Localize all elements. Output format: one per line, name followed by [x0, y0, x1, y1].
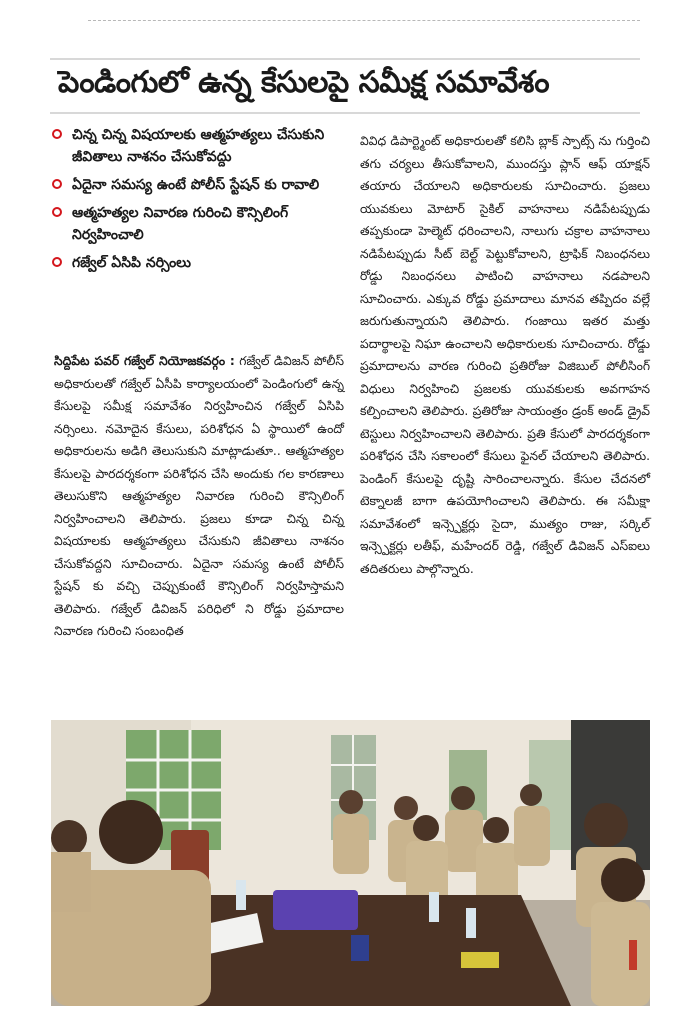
article-column-right	[360, 130, 650, 580]
top-divider	[88, 20, 640, 21]
dateline: సిద్దిపేట పవర్ గజ్వేల్ నియోజకవర్గం :	[54, 354, 235, 368]
highlights-list	[52, 124, 342, 280]
highlight-text: ఆత్మహత్యల నివారణ గురించి కౌన్సిలింగ్ నిర్వహించాలి	[72, 205, 289, 243]
bullet-ring-icon	[52, 207, 62, 217]
highlight-text: ఏదైనా సమస్య ఉంటే పోలీస్ స్టేషన్ కు రావాలి	[72, 177, 320, 193]
headline: పెండింగులో ఉన్న కేసులపై సమీక్ష సమావేశం	[58, 65, 550, 100]
bullet-ring-icon	[52, 179, 62, 189]
bullet-ring-icon	[52, 257, 62, 267]
body-text-left: గజ్వేల్ డివిజన్ పోలీస్ అధికారులతో గజ్వేల్ ఏసీపి కార్యాలయంలో పెండింగులో ఉన్న కేసులపై సమీక్ష సమావేశం నిర్వహించిన గజ్వేల్ ఏసిపి నర్సింలు. నమోదైన కేసులు, పరిశోధన ఏ స్థాయిలో ఉందో అధికారులను అడిగి తెలుసుకుని మాట్లాడుతూ.. ఆత్మహత్యల కేసులపై పారదర్శకంగా పరిశోధన చేసి అందుకు గల కారణాలు తెలుసుకొని ఆత్మహత్యల నివారణ గురించి కౌన్సిలింగ్ నిర్వహించాలని తెలిపారు. ప్రజలు కూడా చిన్న చిన్న విషయాలకు ఆత్మహత్యలు చేసుకుని జీవితాలు నాశనం చేసుకోవద్దని సూచించారు. ఏదైనా సమస్య ఉంటే పోలీస్ స్టేషన్ కు వచ్చి చెప్పుకుంటే కౌన్సిలింగ్ నిర్వహిస్తామని తెలిపారు. గజ్వేల్ డివిజన్ పరిధిలో ని రోడ్డు ప్రమాదాల నివారణ గురించి సంబంధిత	[54, 354, 344, 638]
highlight-item	[52, 252, 342, 274]
meeting-photo-illustration	[51, 720, 650, 1006]
article-column-left	[54, 350, 344, 643]
meeting-photo	[51, 720, 650, 1006]
highlight-text: చిన్న చిన్న విషయాలకు ఆత్మహత్యలు చేసుకుని జీవితాలు నాశనం చేసుకోవద్దు	[72, 127, 325, 165]
highlight-item	[52, 202, 342, 246]
bullet-ring-icon	[52, 129, 62, 139]
highlight-text: గజ్వేల్ ఏసిపి నర్సింలు	[72, 255, 191, 271]
body-text-right: వివిధ డిపార్ట్మెంట్ అధికారులతో కలిసి బ్లాక్ స్పాట్స్ ను గుర్తించి తగు చర్యలు తీసుకోవాలని, ముందస్తు ప్లాన్ ఆఫ్ యాక్షన్ తయారు చేయాలని అధికారులకు సూచించారు. ప్రజలు యువకులు మోటార్ సైకిల్ వాహనాలు నడిపేటప్పుడు తప్పకుండా హెల్మెట్ ధరించాలని, నాలుగు చక్రాల వాహనాలు నడిపేటప్పుడు సీట్ బెల్ట్ పెట్టుకోవాలని, ట్రాఫిక్ నిబంధనలు రోడ్డు నిబంధనలు పాటించి వాహనాలు నడపాలని సూచించారు. ఎక్కువ రోడ్డు ప్రమాదాలు మానవ తప్పిదం వల్లే జరుగుతున్నాయని తెలిపారు. గంజాయి ఇతర మత్తు పదార్థాలపై నిఘా ఉంచాలని అధికారులకు సూచించారు. రోడ్డు ప్రమాదాలను వారణ గురించి ప్రతిరోజు విజిబుల్ పోలీసింగ్ విధులు నిర్వహించి ప్రజలకు యువకులకు అవగాహన కల్పించాలని తెలిపారు. ప్రతిరోజు సాయంత్రం డ్రంక్ అండ్ డ్రైవ్ టెస్టులు నిర్వహించాలని తెలిపారు. ప్రతి కేసులో పారదర్శకంగా పరిశోధన చేసి సకాలంలో కేసులు ఫైనల్ చేయాలని తెలిపారు. పెండింగ్ కేసులపై దృష్టి సారించాలన్నారు. కేసుల చేదనలో టెక్నాలజీ బాగా ఉపయోగించాలని తెలిపారు. ఈ సమీక్షా సమావేశంలో ఇన్స్పెక్టర్లు సైదా, ముత్యం రాజు, సర్కిల్ ఇన్స్పెక్టర్లు లతీఫ్, మహేందర్ రెడ్డి, గజ్వేల్ డివిజన్ ఎస్ఐలు తదితరులు పాల్గొన్నారు.	[360, 134, 650, 576]
highlight-item	[52, 124, 342, 168]
highlight-item	[52, 174, 342, 196]
